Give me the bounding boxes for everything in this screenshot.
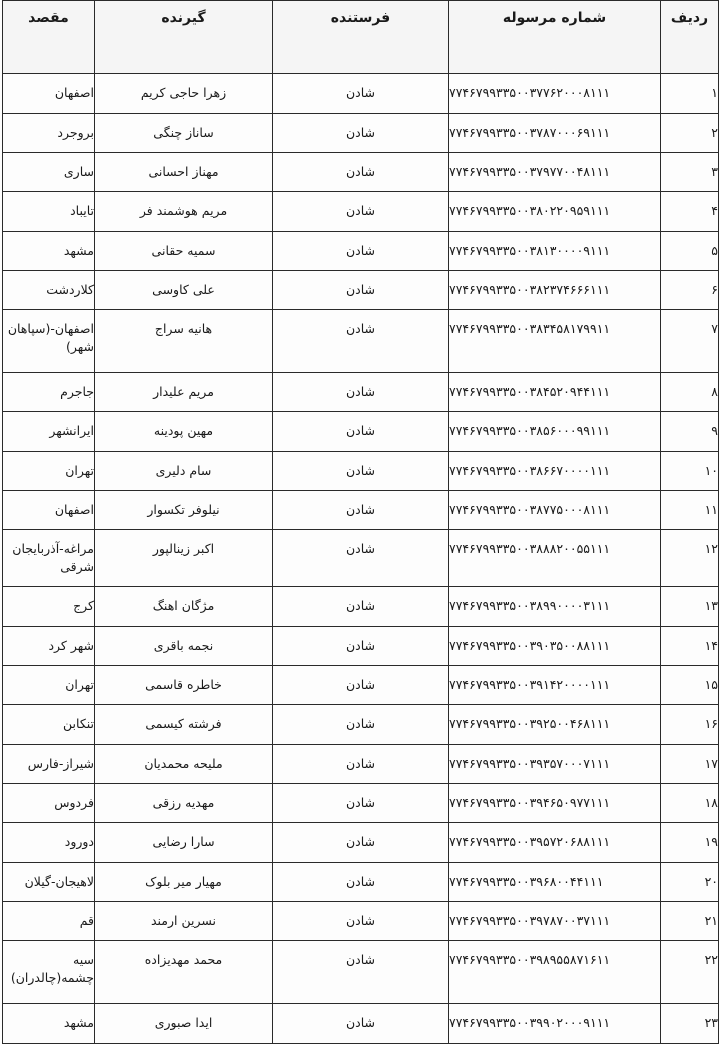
tracking-number-cell: ۷۷۴۶۷۹۹۳۳۵۰۰۳۹۷۸۷۰۰۳۷۱۱۱ — [449, 902, 661, 941]
tracking-number-cell: ۷۷۴۶۷۹۹۳۳۵۰۰۳۹۴۶۵۰۹۷۷۱۱۱ — [449, 784, 661, 823]
row-number-cell: ۳ — [661, 153, 719, 192]
row-number-cell: ۲۲ — [661, 941, 719, 1004]
destination-cell: مشهد — [3, 232, 95, 271]
sender-cell: شادن — [273, 530, 449, 587]
table-row — [3, 587, 719, 627]
tracking-number-cell: ۷۷۴۶۷۹۹۳۳۵۰۰۳۹۸۹۵۵۸۷۱۶۱۱ — [449, 941, 661, 1004]
tracking-number-cell: ۷۷۴۶۷۹۹۳۳۵۰۰۳۹۰۳۵۰۰۸۸۱۱۱ — [449, 627, 661, 666]
sender-cell: شادن — [273, 373, 449, 412]
recipient-cell: مهین پودینه — [95, 412, 273, 452]
destination-cell: قم — [3, 902, 95, 941]
tracking-number-cell: ۷۷۴۶۷۹۹۳۳۵۰۰۳۸۲۳۷۴۶۶۶۱۱۱ — [449, 271, 661, 310]
recipient-cell: ملیحه محمدیان — [95, 745, 273, 784]
row-number-cell: ۱۷ — [661, 745, 719, 784]
destination-cell: کلاردشت — [3, 271, 95, 310]
tracking-number-cell: ۷۷۴۶۷۹۹۳۳۵۰۰۳۹۱۴۲۰۰۰۰۱۱۱ — [449, 666, 661, 705]
sender-cell: شادن — [273, 587, 449, 627]
header-sender: فرستنده — [273, 1, 449, 74]
sender-cell: شادن — [273, 192, 449, 232]
recipient-cell: محمد مهدیزاده — [95, 941, 273, 1004]
tracking-number-cell: ۷۷۴۶۷۹۹۳۳۵۰۰۳۹۹۰۲۰۰۰۹۱۱۱ — [449, 1004, 661, 1044]
row-number-cell: ۹ — [661, 412, 719, 452]
destination-cell: تهران — [3, 666, 95, 705]
row-number-cell: ۱۲ — [661, 530, 719, 587]
header-tracking-number: شماره مرسوله — [449, 1, 661, 74]
destination-cell: کرج — [3, 587, 95, 627]
sender-cell: شادن — [273, 941, 449, 1004]
sender-cell: شادن — [273, 902, 449, 941]
row-number-cell: ۱ — [661, 74, 719, 114]
sender-cell: شادن — [273, 412, 449, 452]
destination-cell: ساری — [3, 153, 95, 192]
destination-cell: سیه چشمه(چالدران) — [3, 941, 95, 1004]
recipient-cell: سام دلیری — [95, 452, 273, 491]
table-row — [3, 784, 719, 823]
table-row — [3, 153, 719, 192]
destination-cell: بروجرد — [3, 114, 95, 153]
recipient-cell: مژگان اهنگ — [95, 587, 273, 627]
recipient-cell: مهناز احسانی — [95, 153, 273, 192]
sender-cell: شادن — [273, 74, 449, 114]
sender-cell: شادن — [273, 114, 449, 153]
row-number-cell: ۱۳ — [661, 587, 719, 627]
tracking-number-cell: ۷۷۴۶۷۹۹۳۳۵۰۰۳۷۷۶۲۰۰۰۸۱۱۱ — [449, 74, 661, 114]
destination-cell: اصفهان — [3, 491, 95, 530]
recipient-cell: هانیه سراج — [95, 310, 273, 373]
destination-cell: جاجرم — [3, 373, 95, 412]
table-row — [3, 530, 719, 587]
header-row-number: ردیف — [661, 1, 719, 74]
row-number-cell: ۱۶ — [661, 705, 719, 745]
row-number-cell: ۱۹ — [661, 823, 719, 863]
tracking-number-cell: ۷۷۴۶۷۹۹۳۳۵۰۰۳۸۹۹۰۰۰۰۳۱۱۱ — [449, 587, 661, 627]
row-number-cell: ۸ — [661, 373, 719, 412]
row-number-cell: ۱۴ — [661, 627, 719, 666]
row-number-cell: ۲ — [661, 114, 719, 153]
recipient-cell: نسرین ارمند — [95, 902, 273, 941]
table-row — [3, 745, 719, 784]
sender-cell: شادن — [273, 784, 449, 823]
recipient-cell: مریم علیدار — [95, 373, 273, 412]
recipient-cell: علی کاوسی — [95, 271, 273, 310]
table-header-row — [3, 1, 719, 74]
table-row — [3, 114, 719, 153]
destination-cell: فردوس — [3, 784, 95, 823]
table-row — [3, 902, 719, 941]
recipient-cell: زهرا حاجی کریم — [95, 74, 273, 114]
row-number-cell: ۱۸ — [661, 784, 719, 823]
recipient-cell: مهیار میر بلوک — [95, 863, 273, 902]
destination-cell: شیراز-فارس — [3, 745, 95, 784]
table-row — [3, 373, 719, 412]
table-row — [3, 491, 719, 530]
table-row — [3, 666, 719, 705]
recipient-cell: فرشته کیسمی — [95, 705, 273, 745]
tracking-number-cell: ۷۷۴۶۷۹۹۳۳۵۰۰۳۹۲۵۰۰۴۶۸۱۱۱ — [449, 705, 661, 745]
header-recipient: گیرنده — [95, 1, 273, 74]
sender-cell: شادن — [273, 823, 449, 863]
tracking-number-cell: ۷۷۴۶۷۹۹۳۳۵۰۰۳۸۴۵۲۰۹۴۴۱۱۱ — [449, 373, 661, 412]
row-number-cell: ۲۳ — [661, 1004, 719, 1044]
recipient-cell: نجمه باقری — [95, 627, 273, 666]
table-row — [3, 232, 719, 271]
table-row — [3, 1004, 719, 1044]
destination-cell: مراغه-آذربایجان شرقی — [3, 530, 95, 587]
sender-cell: شادن — [273, 745, 449, 784]
destination-cell: تنکابن — [3, 705, 95, 745]
tracking-number-cell: ۷۷۴۶۷۹۹۳۳۵۰۰۳۹۵۷۲۰۶۸۸۱۱۱ — [449, 823, 661, 863]
table-row — [3, 192, 719, 232]
sender-cell: شادن — [273, 153, 449, 192]
row-number-cell: ۲۰ — [661, 863, 719, 902]
table-row — [3, 271, 719, 310]
header-destination: مقصد — [3, 1, 95, 74]
sender-cell: شادن — [273, 491, 449, 530]
destination-cell: تهران — [3, 452, 95, 491]
recipient-cell: ساناز چنگی — [95, 114, 273, 153]
destination-cell: ایرانشهر — [3, 412, 95, 452]
tracking-number-cell: ۷۷۴۶۷۹۹۳۳۵۰۰۳۷۸۷۰۰۰۶۹۱۱۱ — [449, 114, 661, 153]
recipient-cell: نیلوفر تکسوار — [95, 491, 273, 530]
tracking-number-cell: ۷۷۴۶۷۹۹۳۳۵۰۰۳۸۸۸۲۰۰۵۵۱۱۱ — [449, 530, 661, 587]
sender-cell: شادن — [273, 863, 449, 902]
row-number-cell: ۱۰ — [661, 452, 719, 491]
recipient-cell: مریم هوشمند فر — [95, 192, 273, 232]
tracking-number-cell: ۷۷۴۶۷۹۹۳۳۵۰۰۳۸۵۶۰۰۰۹۹۱۱۱ — [449, 412, 661, 452]
destination-cell: اصفهان — [3, 74, 95, 114]
row-number-cell: ۱۵ — [661, 666, 719, 705]
shipment-table — [2, 0, 719, 1044]
destination-cell: شهر کرد — [3, 627, 95, 666]
sender-cell: شادن — [273, 705, 449, 745]
row-number-cell: ۱۱ — [661, 491, 719, 530]
table-row — [3, 863, 719, 902]
row-number-cell: ۴ — [661, 192, 719, 232]
row-number-cell: ۲۱ — [661, 902, 719, 941]
table-row — [3, 452, 719, 491]
sender-cell: شادن — [273, 271, 449, 310]
sender-cell: شادن — [273, 666, 449, 705]
sender-cell: شادن — [273, 627, 449, 666]
sender-cell: شادن — [273, 1004, 449, 1044]
table-row — [3, 627, 719, 666]
recipient-cell: خاطره قاسمی — [95, 666, 273, 705]
tracking-number-cell: ۷۷۴۶۷۹۹۳۳۵۰۰۳۸۳۴۵۸۱۷۹۹۱۱ — [449, 310, 661, 373]
table-row — [3, 705, 719, 745]
destination-cell: لاهیجان-گیلان — [3, 863, 95, 902]
tracking-number-cell: ۷۷۴۶۷۹۹۳۳۵۰۰۳۹۳۵۷۰۰۰۷۱۱۱ — [449, 745, 661, 784]
recipient-cell: سمیه حقانی — [95, 232, 273, 271]
destination-cell: مشهد — [3, 1004, 95, 1044]
table-row — [3, 941, 719, 1004]
sender-cell: شادن — [273, 310, 449, 373]
tracking-number-cell: ۷۷۴۶۷۹۹۳۳۵۰۰۳۹۶۸۰۰۴۴۱۱۱ — [449, 863, 661, 902]
row-number-cell: ۶ — [661, 271, 719, 310]
tracking-number-cell: ۷۷۴۶۷۹۹۳۳۵۰۰۳۸۰۲۲۰۹۵۹۱۱۱ — [449, 192, 661, 232]
destination-cell: دورود — [3, 823, 95, 863]
table-row — [3, 412, 719, 452]
table-body — [3, 74, 719, 1044]
table-row — [3, 74, 719, 114]
row-number-cell: ۷ — [661, 310, 719, 373]
table-row — [3, 823, 719, 863]
row-number-cell: ۵ — [661, 232, 719, 271]
recipient-cell: مهدیه رزقی — [95, 784, 273, 823]
tracking-number-cell: ۷۷۴۶۷۹۹۳۳۵۰۰۳۸۶۶۷۰۰۰۰۱۱۱ — [449, 452, 661, 491]
destination-cell: تایباد — [3, 192, 95, 232]
sender-cell: شادن — [273, 452, 449, 491]
tracking-number-cell: ۷۷۴۶۷۹۹۳۳۵۰۰۳۸۷۷۵۰۰۰۸۱۱۱ — [449, 491, 661, 530]
table-row — [3, 310, 719, 373]
destination-cell: اصفهان-(سپاهان شهر) — [3, 310, 95, 373]
recipient-cell: سارا رضایی — [95, 823, 273, 863]
tracking-number-cell: ۷۷۴۶۷۹۹۳۳۵۰۰۳۷۹۷۷۰۰۴۸۱۱۱ — [449, 153, 661, 192]
sender-cell: شادن — [273, 232, 449, 271]
recipient-cell: ایدا صبوری — [95, 1004, 273, 1044]
recipient-cell: اکبر زینالپور — [95, 530, 273, 587]
tracking-number-cell: ۷۷۴۶۷۹۹۳۳۵۰۰۳۸۱۳۰۰۰۰۹۱۱۱ — [449, 232, 661, 271]
